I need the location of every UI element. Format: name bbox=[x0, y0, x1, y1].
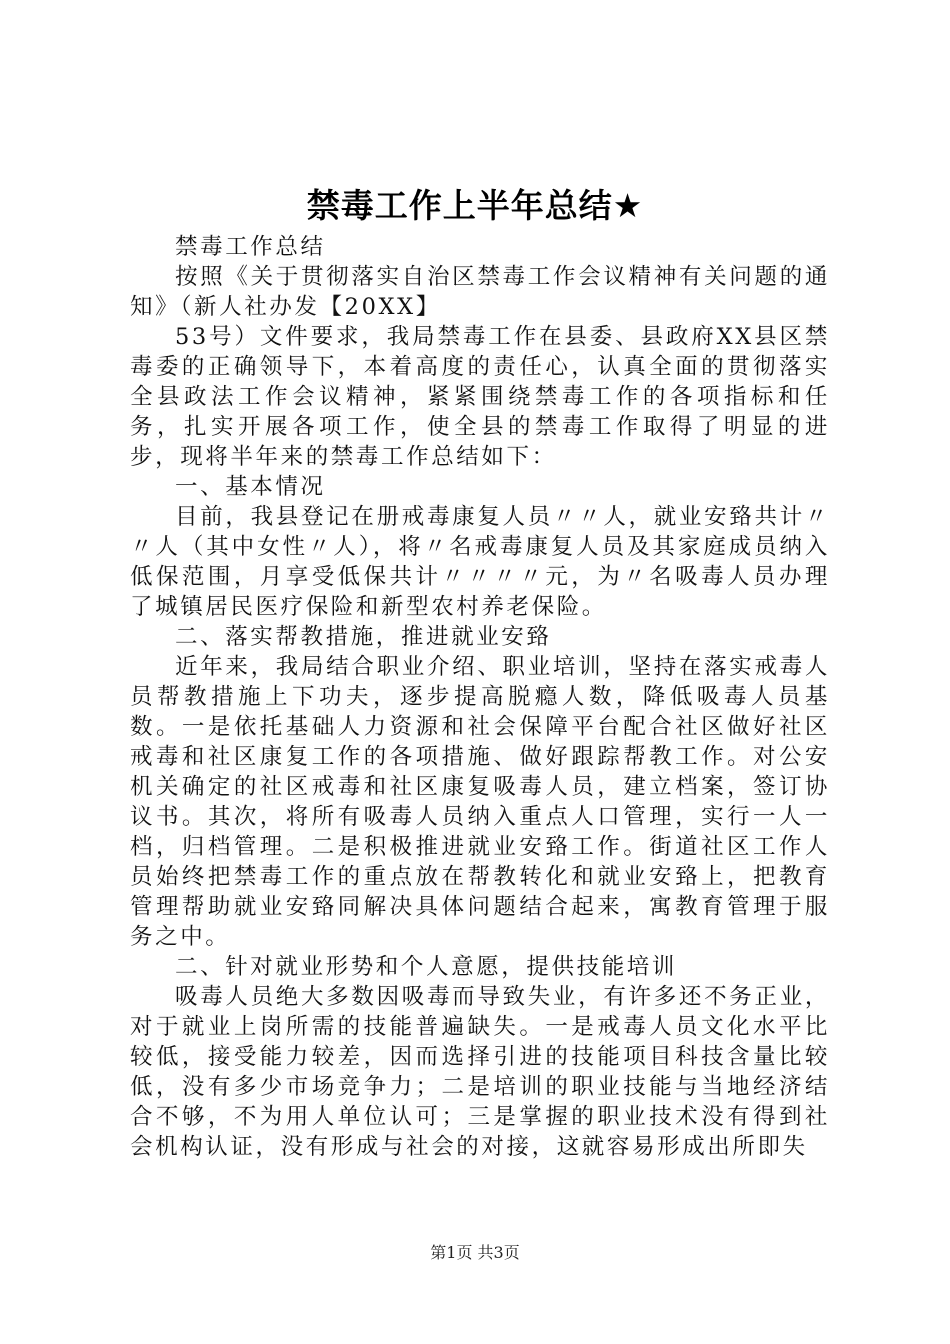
section-heading-skills-training: 二、针对就业形势和个人意愿，提供技能培训 bbox=[175, 954, 678, 980]
section-heading-assistance-measures: 二、落实帮教措施，推进就业安臵 bbox=[175, 624, 552, 650]
paragraph-subtitle: 禁毒工作总结 bbox=[175, 234, 326, 260]
section-heading-basic-situation: 一、基本情况 bbox=[175, 474, 326, 500]
document-title: 禁毒工作上半年总结★ bbox=[306, 186, 644, 225]
document-body bbox=[130, 232, 830, 1162]
paragraph-basic-situation: 目前，我县登记在册戒毒康复人员〃〃人，就业安臵共计〃〃人（其中女性〃人），将〃名戒毒康复人员及其家庭成员纳入低保范围，月享受低保共计〃〃〃〃元，为〃名吸毒人员办理了城镇居民医疗保险和新型农村养老保险。 bbox=[130, 504, 830, 620]
paragraph-intro: 53号）文件要求，我局禁毒工作在县委、县政府XX县区禁毒委的正确领导下，本着高度的责任心，认真全面的贯彻落实全县政法工作会议精神，紧紧围绕禁毒工作的各项指标和任务，扎实开展各项工作，使全县的禁毒工作取得了明显的进步，现将半年来的禁毒工作总结如下： bbox=[130, 324, 830, 470]
paragraph-reference: 按照《关于贯彻落实自治区禁毒工作会议精神有关问题的通知》（新人社办发【20XX】 bbox=[130, 264, 830, 320]
page-number-footer: 第1页 共3页 bbox=[430, 1243, 520, 1262]
paragraph-assistance-measures: 近年来，我局结合职业介绍、职业培训，坚持在落实戒毒人员帮教措施上下功夫，逐步提高脱瘾人数，降低吸毒人员基数。一是依托基础人力资源和社会保障平台配合社区做好社区戒毒和社区康复工作的各项措施、做好跟踪帮教工作。对公安机关确定的社区戒毒和社区康复吸毒人员，建立档案，签订协议书。其次，将所有吸毒人员纳入重点人口管理，实行一人一档，归档管理。二是积极推进就业安臵工作。街道社区工作人员始终把禁毒工作的重点放在帮教转化和就业安臵上，把教育管理帮助就业安臵同解决具体问题结合起来，寓教育管理于服务之中。 bbox=[130, 654, 830, 950]
paragraph-skills-training: 吸毒人员绝大多数因吸毒而导致失业，有许多还不务正业，对于就业上岗所需的技能普遍缺失。一是戒毒人员文化水平比较低，接受能力较差，因而选择引进的技能项目科技含量比较低，没有多少市场竞争力；二是培训的职业技能与当地经济结合不够，不为用人单位认可；三是掌握的职业技术没有得到社会机构认证，没有形成与社会的对接，这就容易形成出所即失 bbox=[130, 984, 830, 1160]
